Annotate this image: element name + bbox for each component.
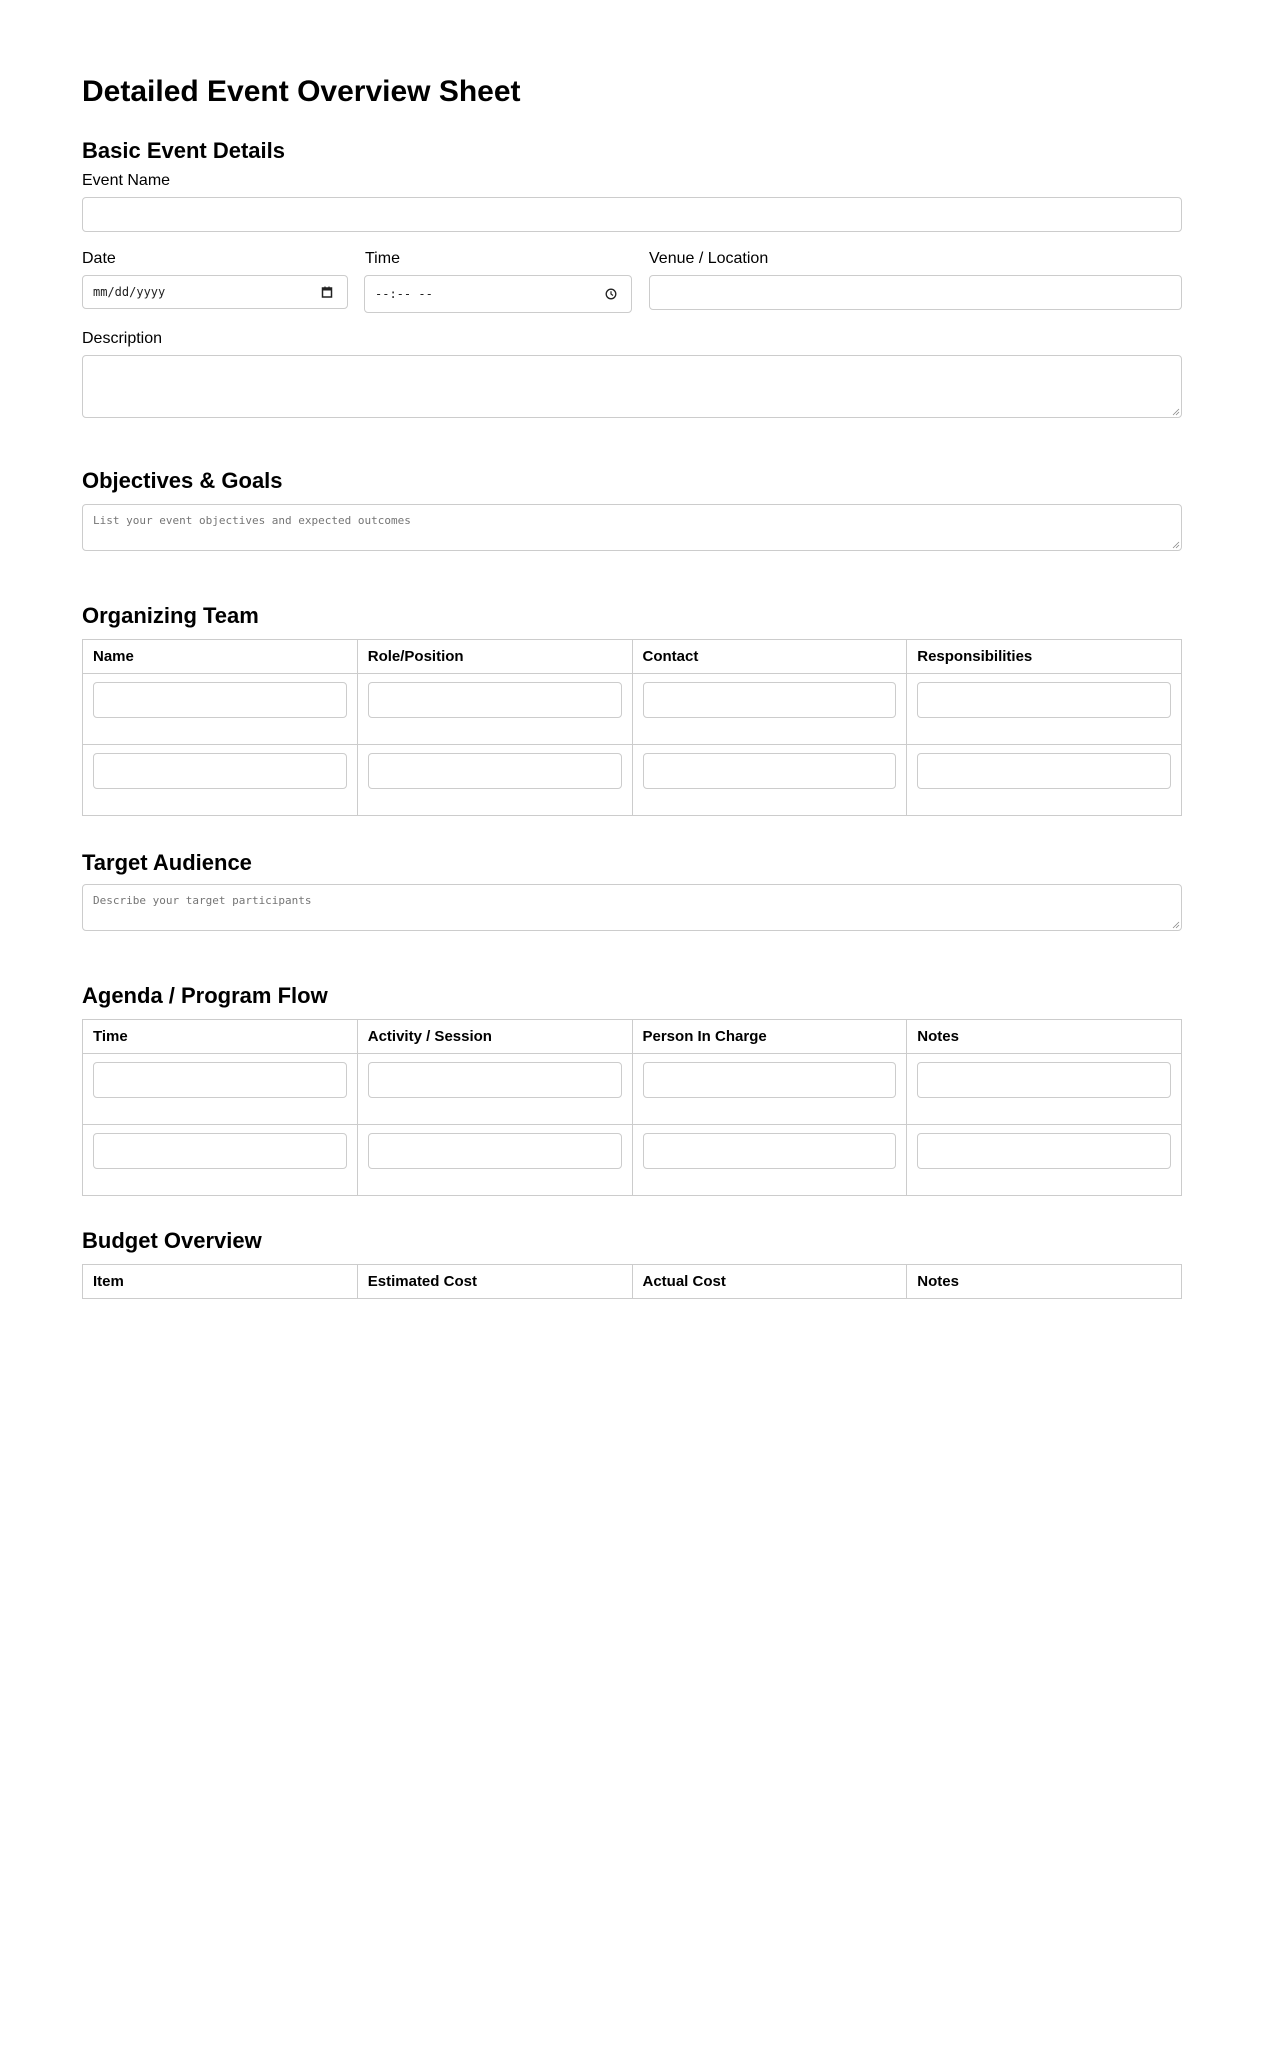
column-header-contact: Contact [632,640,907,674]
date-label: Date [82,250,116,267]
team-role-input[interactable] [368,682,622,718]
budget-table [82,1264,1182,1299]
target-audience-textarea[interactable] [82,884,1182,931]
team-contact-input[interactable] [643,753,897,789]
table-row [83,1054,1182,1125]
column-header-notes: Notes [907,1265,1182,1299]
team-responsibilities-input[interactable] [917,682,1171,718]
agenda-notes-input[interactable] [917,1133,1171,1169]
section-heading-objectives: Objectives & Goals [82,468,283,493]
table-cell [632,745,907,816]
event-name-input[interactable] [82,197,1182,232]
table-header-row [83,1265,1182,1299]
table-cell [907,1054,1182,1125]
date-placeholder: mm/dd/yyyy [93,285,166,299]
table-header-row [83,640,1182,674]
time-placeholder: --:-- -- [375,287,433,301]
table-cell [83,1054,358,1125]
section-heading-basic-details: Basic Event Details [82,138,285,163]
column-header-responsibilities: Responsibilities [907,640,1182,674]
venue-input[interactable] [649,275,1182,310]
table-cell [357,1125,632,1196]
table-cell [83,745,358,816]
table-row [83,745,1182,816]
time-label: Time [365,250,400,267]
resize-grip-icon[interactable] [1172,408,1180,416]
table-cell [357,674,632,745]
agenda-activity-input[interactable] [368,1133,622,1169]
column-header-role: Role/Position [357,640,632,674]
team-name-input[interactable] [93,682,347,718]
page-title: Detailed Event Overview Sheet [82,75,521,108]
team-contact-input[interactable] [643,682,897,718]
clock-icon[interactable] [605,288,617,300]
date-input[interactable] [82,275,348,309]
agenda-activity-input[interactable] [368,1062,622,1098]
resize-grip-icon[interactable] [1172,921,1180,929]
calendar-icon[interactable] [321,286,333,298]
table-cell [357,1054,632,1125]
description-textarea[interactable] [82,355,1182,418]
target-audience-placeholder: Describe your target participants [93,894,312,907]
agenda-notes-input[interactable] [917,1062,1171,1098]
section-heading-organizing-team: Organizing Team [82,603,259,628]
table-cell [357,745,632,816]
event-name-label: Event Name [82,172,171,189]
objectives-placeholder: List your event objectives and expected outcomes [93,514,411,527]
table-cell [632,674,907,745]
table-cell [83,674,358,745]
table-row [83,674,1182,745]
table-cell [83,1125,358,1196]
table-cell [907,1125,1182,1196]
agenda-time-input[interactable] [93,1133,347,1169]
organizing-team-table [82,639,1182,816]
column-header-time: Time [83,1020,358,1054]
column-header-person-in-charge: Person In Charge [632,1020,907,1054]
agenda-person-input[interactable] [643,1062,897,1098]
column-header-name: Name [83,640,358,674]
time-input[interactable] [364,275,632,313]
section-heading-budget: Budget Overview [82,1228,262,1253]
section-heading-agenda: Agenda / Program Flow [82,983,328,1008]
agenda-person-input[interactable] [643,1133,897,1169]
column-header-notes: Notes [907,1020,1182,1054]
team-role-input[interactable] [368,753,622,789]
agenda-table [82,1019,1182,1196]
column-header-estimated-cost: Estimated Cost [357,1265,632,1299]
venue-label: Venue / Location [649,250,769,267]
table-header-row [83,1020,1182,1054]
agenda-time-input[interactable] [93,1062,347,1098]
table-row [83,1125,1182,1196]
column-header-actual-cost: Actual Cost [632,1265,907,1299]
table-cell [907,674,1182,745]
column-header-item: Item [83,1265,358,1299]
objectives-textarea[interactable] [82,504,1182,551]
resize-grip-icon[interactable] [1172,541,1180,549]
section-heading-target-audience: Target Audience [82,850,252,875]
team-responsibilities-input[interactable] [917,753,1171,789]
team-name-input[interactable] [93,753,347,789]
column-header-activity: Activity / Session [357,1020,632,1054]
description-label: Description [82,330,163,347]
table-cell [632,1125,907,1196]
table-cell [632,1054,907,1125]
table-cell [907,745,1182,816]
